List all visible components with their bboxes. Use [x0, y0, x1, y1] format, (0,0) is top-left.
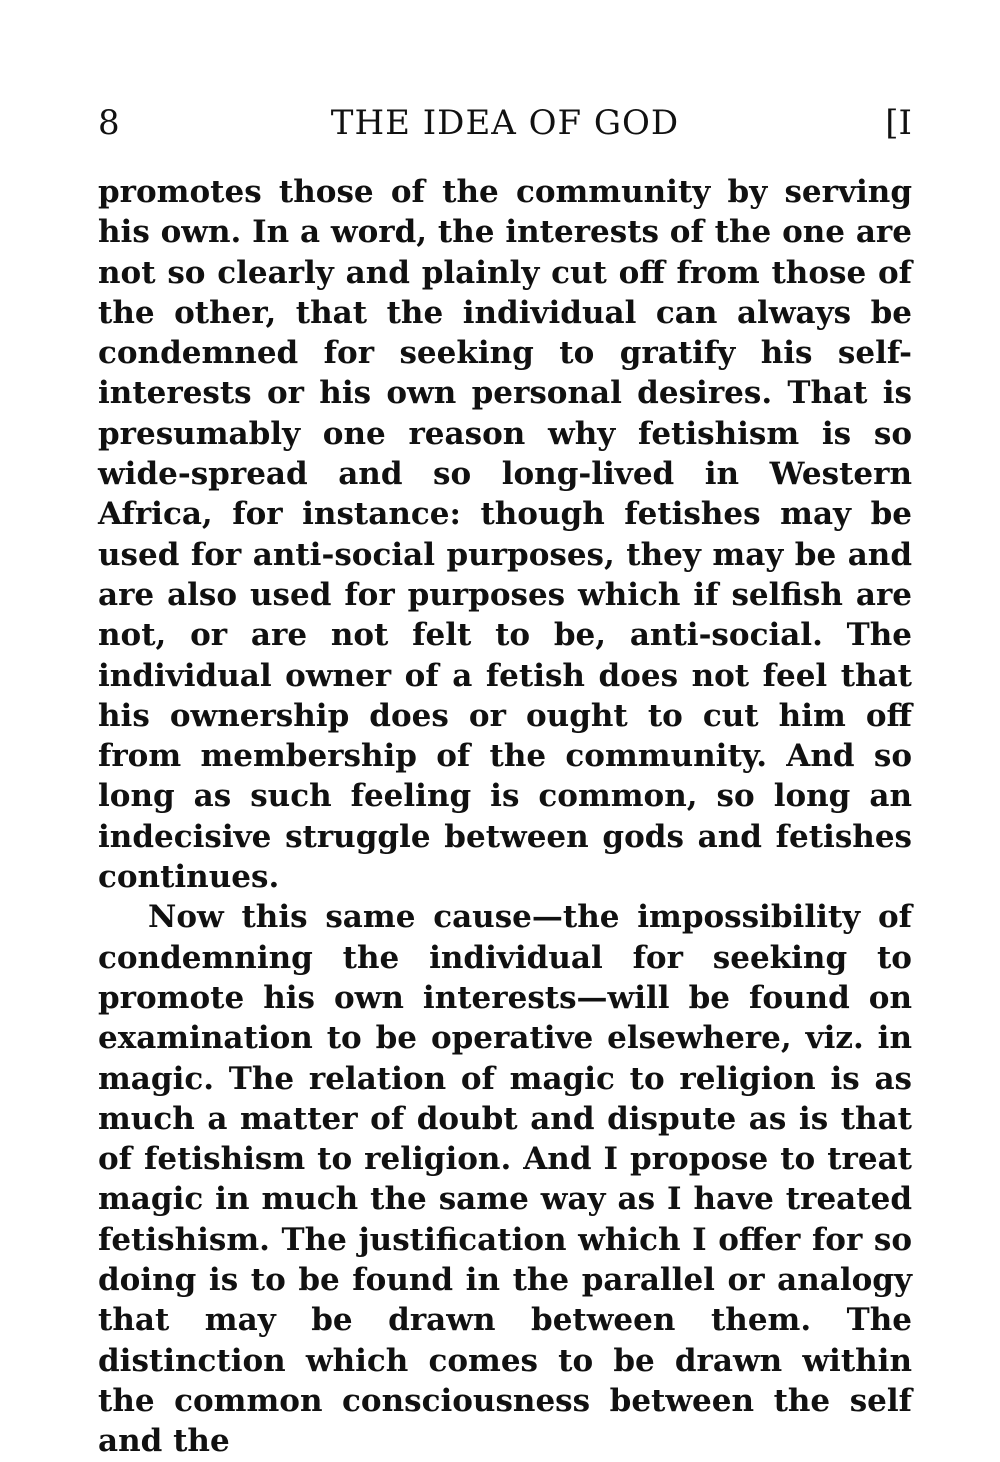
paragraph-continued: promotes those of the community by serving his own. In a word, the interests of the one are not so clearly and plainly cut off from those of the other, that the individual can always be condemned for seeking to gratify his self-interests or his own personal desires. That is presumably one reason why fetishism is so wide-spread and so long-lived in Western Africa, for instance: though fetishes may be used for anti-social purposes, they may be and are also used for purposes which if selfish are not, or are not felt to be, anti-social. The individual owner of a fetish does not feel that his ownership does or ought to cut him off from membership of the community. And so long as such feeling is common, so long an indecisive struggle between gods and fetishes continues. [98, 174, 912, 896]
paragraph: Now this same cause—the impossibility of condemning the individual for seeking to promote his own interests—will be found on examination to be operative elsewhere, viz. in magic. The relation of magic to religion is as much a matter of doubt and dispute as is that of fetishism to religion. And I propose to treat magic in much the same way as I have treated fetishism. The justification which I offer for so doing is to be found in the parallel or analogy that may be drawn between them. The distinction which comes to be drawn within the common consciousness between the self and the [98, 899, 912, 1460]
page-header [98, 98, 912, 148]
chapter-mark: [I [885, 103, 912, 143]
body-text [98, 172, 912, 1462]
page-number: 8 [98, 103, 120, 143]
running-title: THE IDEA OF GOD [330, 103, 680, 143]
